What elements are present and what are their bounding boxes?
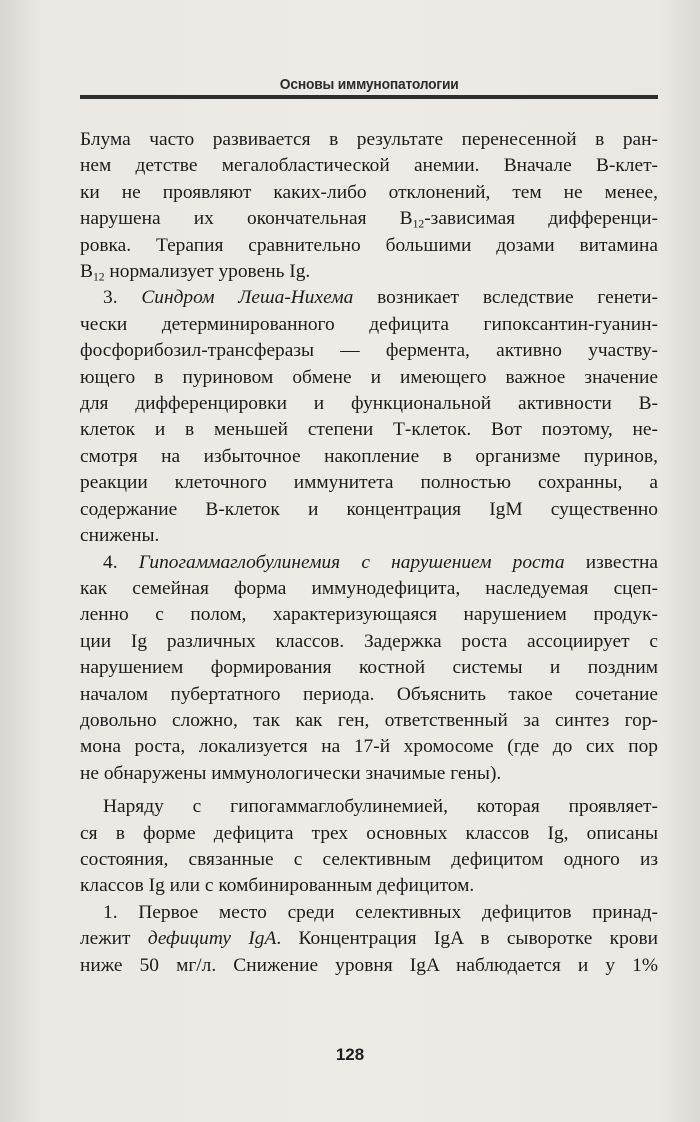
text-line: мона роста, локализуется на 17-й хромосоме (где до сих пор (80, 736, 658, 758)
text-line: лежит дефициту IgA. Концентрация IgA в сыворотке крови (80, 928, 658, 950)
text-line: началом пубертатного периода. Объяснить такое сочетание (80, 683, 658, 705)
text-line: снижены. (80, 525, 160, 547)
text-line: реакции клеточного иммунитета полностью сохранны, а (80, 472, 658, 494)
text-line: ции Ig различных классов. Задержка роста ассоциирует с (80, 630, 658, 652)
text-line: $В_{12}$ нормализует уровень Ig. (80, 261, 311, 284)
text-line: чески детерминированного дефицита гипоксантин-гуанин- (80, 313, 658, 335)
text-line: нарушением формирования костной системы и поздним (80, 657, 658, 679)
text-line: нарушена их окончательная $В_{12}$-зависимая дифференци- (80, 208, 658, 231)
header-rule (80, 95, 658, 99)
running-header-title: Основы иммунопатологии (279, 76, 459, 93)
text-line: ленно с полом, характеризующаяся нарушением продук- (80, 604, 658, 626)
text-line: содержание В-клеток и концентрация IgM существенно (80, 498, 658, 520)
italic-term: Гипогаммаглобулинемия с нарушением роста (138, 551, 565, 573)
text-line: ющего в пуриновом обмене и имеющего важное значение (80, 366, 658, 388)
text-line: для дифференцировки и функциональной активности В- (80, 393, 658, 415)
text-line: 3. Синдром Леша-Нихема возникает вследствие генети- (103, 287, 658, 309)
text-line: Блума часто развивается в результате перенесенной в ран- (80, 129, 658, 150)
italic-term: дефициту IgA (147, 928, 277, 950)
page-number: 128 (335, 1045, 365, 1064)
text-line: 4. Гипогаммаглобулинемия с нарушением роста известна (103, 551, 658, 573)
text-line: ниже 50 мг/л. Снижение уровня IgA наблюдается и у 1% (80, 954, 658, 976)
text-line: как семейная форма иммунодефицита, наследуемая сцеп- (80, 577, 658, 599)
text-line: фосфорибозил-трансферазы — фермента, активно участву- (80, 340, 658, 362)
text-line: классов Ig или с комбинированным дефицитом. (80, 875, 475, 897)
page-footer (0, 1045, 700, 1065)
running-header (80, 76, 658, 94)
text-line: состояния, связанные с селективным дефицитом одного из (80, 848, 658, 870)
body-text (80, 127, 658, 979)
text-line: клеток и в меньшей степени Т-клеток. Вот поэтому, не- (80, 419, 658, 441)
text-line: смотря на избыточное накопление в организме пуринов, (80, 445, 658, 467)
italic-term: Синдром Леша-Нихема (141, 287, 354, 309)
text-line: ровка. Терапия сравнительно большими дозами витамина (80, 234, 658, 256)
text-line: Наряду с гипогаммаглобулинемией, которая проявляет- (103, 796, 658, 818)
text-line: ки не проявляют каких-либо отклонений, тем не менее, (80, 181, 658, 203)
text-line: нем детстве мегалобластической анемии. Вначале В-клет- (80, 155, 658, 177)
text-line: довольно сложно, так как ген, ответственный за синтез гор- (80, 709, 658, 731)
text-line: ся в форме дефицита трех основных классов Ig, описаны (80, 822, 658, 844)
text-line: 1. Первое место среди селективных дефицитов принад- (103, 901, 658, 923)
text-line: не обнаружены иммунологически значимые гены). (80, 762, 502, 784)
